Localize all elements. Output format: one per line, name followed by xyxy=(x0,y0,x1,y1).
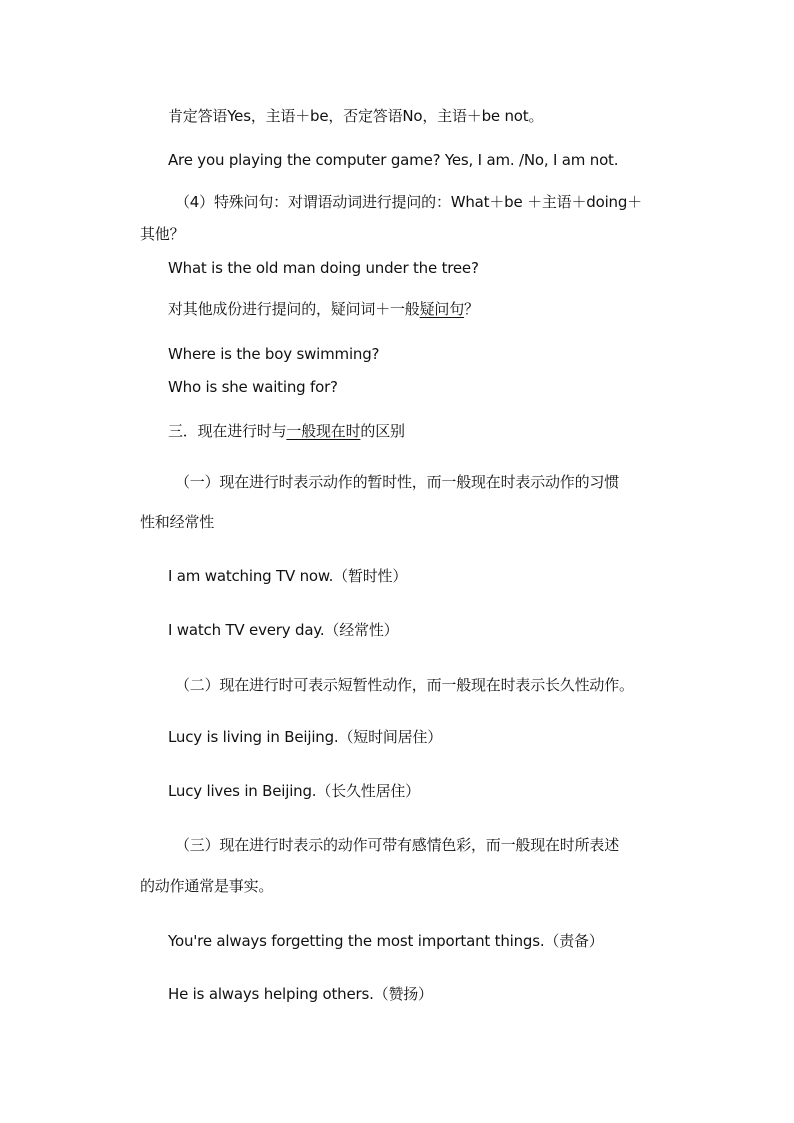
point-one-temporary: （一）现在进行时表示动作的暂时性，而一般现在时表示动作的习惯 xyxy=(175,473,620,491)
section-heading-difference: 三．现在进行时与一般现在时的区别 xyxy=(168,422,405,440)
example-watching-tv: I am watching TV now.（暂时性） xyxy=(168,567,408,585)
example-lucy-living: Lucy is living in Beijing.（短时间居住） xyxy=(168,728,443,746)
example-waiting-for: Who is she waiting for? xyxy=(168,378,338,396)
example-forgetting: You're always forgetting the most important things.（责备） xyxy=(168,932,604,950)
example-boy-swimming: Where is the boy swimming? xyxy=(168,345,380,363)
point-three-emotion-continued: 的动作通常是事实。 xyxy=(140,877,274,895)
underlined-term: 疑问句 xyxy=(419,300,465,318)
special-question-rule-continued: 其他？ xyxy=(140,225,185,243)
example-helping-others: He is always helping others.（赞扬） xyxy=(168,985,433,1003)
example-watch-tv: I watch TV every day.（经常性） xyxy=(168,621,399,639)
point-three-emotion: （三）现在进行时表示的动作可带有感情色彩，而一般现在时所表述 xyxy=(175,836,620,854)
affirmative-negative-answer-rule: 肯定答语Yes，主语＋be，否定答语No，主语＋be not。 xyxy=(168,107,544,125)
example-lucy-lives: Lucy lives in Beijing.（长久性居住） xyxy=(168,782,420,800)
example-old-man: What is the old man doing under the tree? xyxy=(168,259,479,277)
point-one-temporary-continued: 性和经常性 xyxy=(140,513,215,531)
example-computer-game: Are you playing the computer game? Yes, I am. /No, I am not. xyxy=(168,151,619,169)
other-component-question-rule: 对其他成份进行提问的，疑问词＋一般疑问句？ xyxy=(168,300,479,318)
underlined-term: 一般现在时 xyxy=(286,422,361,440)
point-two-short-term: （二）现在进行时可表示短暂性动作，而一般现在时表示长久性动作。 xyxy=(175,676,634,694)
special-question-rule: （4）特殊问句：对谓语动词进行提问的：What＋be ＋主语＋doing＋ xyxy=(175,193,642,211)
